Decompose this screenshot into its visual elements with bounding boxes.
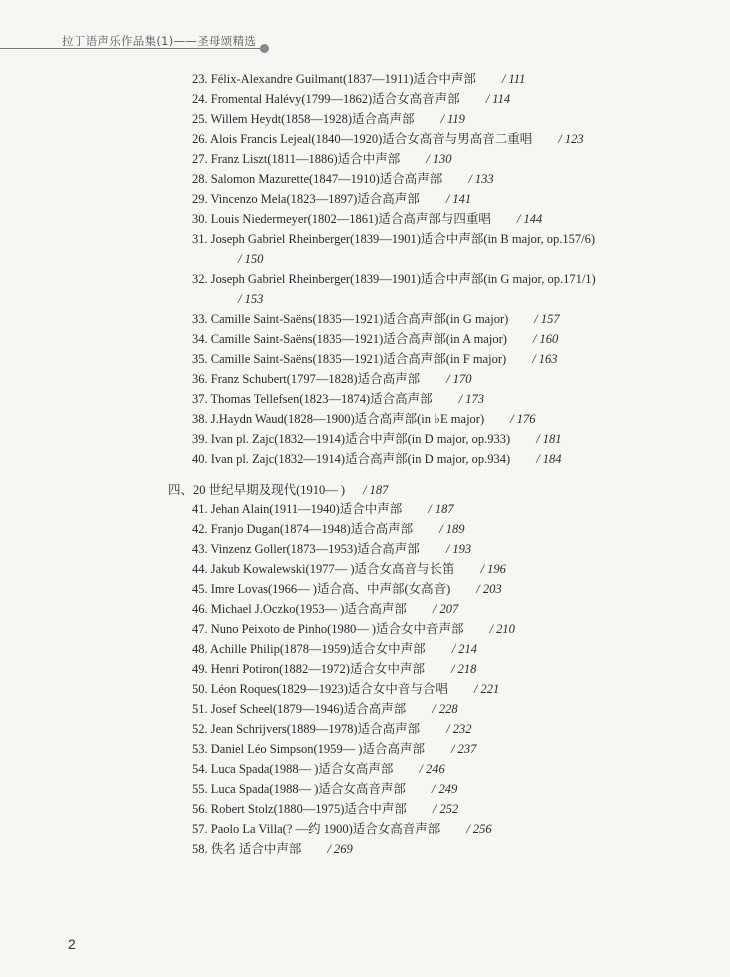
toc-entry	[192, 150, 452, 168]
toc-entry	[192, 390, 484, 408]
entry-text: 46. Michael J.Oczko(1953— )适合高声部	[192, 602, 407, 616]
entry-page: / 170	[446, 372, 472, 386]
toc-entry	[192, 110, 465, 128]
toc-entry	[192, 640, 477, 658]
entry-page: / 221	[473, 682, 500, 696]
entry-text: 53. Daniel Léo Simpson(1959— )适合高声部	[192, 742, 425, 756]
entry-page: / 252	[432, 802, 459, 816]
book-title: 拉丁语声乐作品集(1)——圣母颂精选	[62, 34, 257, 48]
entry-page: / 246	[419, 762, 445, 776]
entry-page: / 187	[428, 502, 454, 516]
entry-page: / 173	[458, 392, 485, 406]
toc-entry-continuation	[238, 290, 263, 308]
entry-text: 39. Ivan pl. Zajc(1832—1914)适合中声部(in D major, op.933)	[192, 432, 511, 446]
entry-text: 41. Jehan Alain(1911—1940)适合中声部	[192, 502, 403, 516]
entry-text: 31. Joseph Gabriel Rheinberger(1839—1901)适合中声部(in B major, op.157/6)	[192, 232, 596, 246]
entry-text: 40. Ivan pl. Zajc(1832—1914)适合高声部(in D major, op.934)	[192, 452, 511, 466]
entry-text: 43. Vinzenz Goller(1873—1953)适合高声部	[192, 542, 420, 556]
entry-text: 37. Thomas Tellefsen(1823—1874)适合高声部	[192, 392, 433, 406]
entry-text: 56. Robert Stolz(1880—1975)适合中声部	[192, 802, 407, 816]
toc-entry	[192, 90, 510, 108]
toc-entry	[192, 700, 458, 718]
entry-page: / 269	[327, 842, 353, 856]
entry-text: 58. 佚名 适合中声部	[192, 842, 302, 856]
entry-page: / 123	[558, 132, 584, 146]
entry-page: / 141	[445, 192, 472, 206]
entry-text: 33. Camille Saint-Saëns(1835—1921)适合高声部(in G major)	[192, 312, 509, 326]
toc-entry	[192, 840, 353, 858]
entry-page: / 203	[476, 582, 502, 596]
page-number: 2	[68, 936, 76, 952]
toc-entry	[192, 310, 560, 328]
toc-entry	[192, 520, 465, 538]
entry-text: 32. Joseph Gabriel Rheinberger(1839—1901)适合中声部(in G major, op.171/1)	[192, 272, 596, 286]
entry-page: / 163	[532, 352, 558, 366]
entry-text: 50. Léon Roques(1829—1923)适合女中音与合唱	[192, 682, 448, 696]
entry-text: 38. J.Haydn Waud(1828—1900)适合高声部(in ♭E major)	[192, 412, 485, 426]
section-page: / 187	[363, 483, 389, 497]
toc-entry	[192, 660, 476, 678]
entry-page: / 232	[446, 722, 472, 736]
entry-text: 49. Henri Potiron(1882—1972)适合女中声部	[192, 662, 425, 676]
toc-entry	[192, 330, 558, 348]
entry-text: 52. Jean Schrijvers(1889—1978)适合高声部	[192, 722, 421, 736]
entry-page: / 210	[489, 622, 515, 636]
toc-entry	[192, 70, 525, 88]
entry-page: / 144	[516, 212, 543, 226]
toc-entry	[192, 540, 471, 558]
toc-entry	[192, 450, 562, 468]
toc-entry	[192, 270, 596, 288]
entry-page: / 157	[534, 312, 560, 326]
toc-entry	[192, 620, 515, 638]
entry-page: / 249	[431, 782, 458, 796]
entry-page: / 160	[532, 332, 559, 346]
entry-page: / 256	[466, 822, 492, 836]
toc-entry	[192, 370, 471, 388]
entry-text: 26. Alois Francis Lejeal(1840—1920)适合女高音与男高音二重唱	[192, 132, 533, 146]
toc-entry	[192, 410, 535, 428]
toc-entry	[192, 130, 584, 148]
toc-entry	[192, 580, 502, 598]
entry-page: / 189	[439, 522, 465, 536]
toc-entry	[192, 800, 458, 818]
entry-text: 25. Willem Heydt(1858—1928)适合高声部	[192, 112, 415, 126]
entry-text: 30. Louis Niedermeyer(1802—1861)适合高声部与四重唱	[192, 212, 491, 226]
toc-entry-continuation	[238, 250, 263, 268]
entry-page: / 237	[450, 742, 477, 756]
entry-page: / 214	[451, 642, 478, 656]
entry-text: 29. Vincenzo Mela(1823—1897)适合高声部	[192, 192, 420, 206]
toc-entry	[192, 600, 458, 618]
entry-text: 57. Paolo La Villa(? —约 1900)适合女高音声部	[192, 822, 441, 836]
entry-text: 28. Salomon Mazurette(1847—1910)适合高声部	[192, 172, 443, 186]
entry-text: 44. Jakub Kowalewski(1977— )适合女高音与长笛	[192, 562, 455, 576]
entry-text: 34. Camille Saint-Saëns(1835—1921)适合高声部(in A major)	[192, 332, 507, 346]
entry-page: / 218	[450, 662, 477, 676]
toc-entry	[192, 820, 492, 838]
entry-page: / 207	[432, 602, 459, 616]
toc-entry	[192, 210, 542, 228]
entry-text: 54. Luca Spada(1988— )适合女高声部	[192, 762, 394, 776]
toc-entry	[192, 430, 562, 448]
entry-page: / 130	[426, 152, 452, 166]
header-dot	[260, 44, 269, 53]
entry-page: / 196	[480, 562, 506, 576]
entry-page: / 119	[440, 112, 465, 126]
entry-text: 27. Franz Liszt(1811—1886)适合中声部	[192, 152, 401, 166]
entry-text: 24. Fromental Halévy(1799—1862)适合女高音声部	[192, 92, 460, 106]
entry-page: / 153	[238, 292, 264, 306]
entry-text: 36. Franz Schubert(1797—1828)适合高声部	[192, 372, 421, 386]
entry-page: / 176	[510, 412, 536, 426]
entry-text: 55. Luca Spada(1988— )适合女高音声部	[192, 782, 406, 796]
entry-text: 47. Nuno Peixoto de Pinho(1980— )适合女中音声部	[192, 622, 464, 636]
entry-page: / 184	[536, 452, 562, 466]
toc-entry	[192, 680, 499, 698]
toc-entry	[192, 170, 494, 188]
running-header	[0, 0, 730, 60]
entry-page: / 228	[432, 702, 458, 716]
entry-text: 42. Franjo Dugan(1874—1948)适合高声部	[192, 522, 414, 536]
toc-entry	[192, 500, 454, 518]
entry-page: / 111	[501, 72, 526, 86]
entry-text: 45. Imre Lovas(1966— )适合高、中声部(女高音)	[192, 582, 451, 596]
section-title: 四、20 世纪早期及现代(1910— )	[168, 483, 346, 497]
entry-page: / 150	[238, 252, 264, 266]
toc-entry	[192, 760, 445, 778]
entry-page: / 114	[485, 92, 511, 106]
header-rule	[0, 48, 262, 49]
entry-page: / 181	[536, 432, 562, 446]
entry-text: 35. Camille Saint-Saëns(1835—1921)适合高声部(in F major)	[192, 352, 507, 366]
toc-entry	[192, 190, 471, 208]
toc-entry	[192, 230, 595, 248]
toc-entry	[192, 780, 457, 798]
entry-page: / 133	[468, 172, 494, 186]
entry-text: 51. Josef Scheel(1879—1946)适合高声部	[192, 702, 407, 716]
section-heading	[168, 481, 388, 499]
entry-text: 48. Achille Philip(1878—1959)适合女中声部	[192, 642, 426, 656]
toc-entry	[192, 740, 476, 758]
entry-page: / 193	[445, 542, 472, 556]
toc-entry	[192, 560, 506, 578]
toc-entry	[192, 720, 471, 738]
toc-entry	[192, 350, 558, 368]
entry-text: 23. Félix-Alexandre Guilmant(1837—1911)适合中声部	[192, 72, 476, 86]
